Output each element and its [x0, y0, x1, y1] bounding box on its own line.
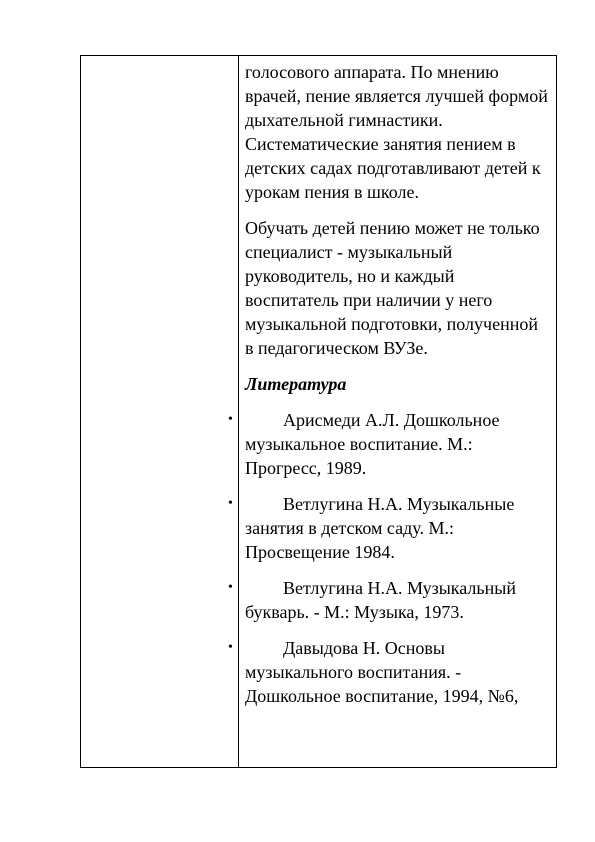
- reference-item: [228, 636, 550, 708]
- references-list: [228, 408, 550, 708]
- bullet-icon: •: [228, 640, 233, 655]
- reference-item: [228, 492, 550, 564]
- reference-item: [228, 576, 550, 624]
- reference-text: Ветлугина Н.А. Музыкальный букварь. - М.: Музыка, 1973.: [245, 578, 516, 622]
- literature-heading: Литература: [245, 374, 347, 394]
- reference-item: [228, 408, 550, 480]
- paragraph-voice-apparatus: голосового аппарата. По мнению врачей, пение является лучшей формой дыхательной гимнастики. Систематические занятия пением в детских садах подготавливают детей к урокам пения в школе.: [245, 62, 548, 202]
- column-divider: [238, 55, 239, 768]
- bullet-icon: •: [228, 580, 233, 595]
- text-cell: [228, 60, 550, 720]
- reference-text: Давыдова Н. Основы музыкального воспитания. - Дошкольное воспитание, 1994, №6,: [245, 638, 519, 706]
- reference-text: Ветлугина Н.А. Музыкальные занятия в детском саду. М.: Просвещение 1984.: [245, 494, 515, 562]
- reference-text: Арисмеди А.Л. Дошкольное музыкальное воспитание. М.: Прогресс, 1989.: [245, 410, 500, 478]
- bullet-icon: •: [228, 496, 233, 511]
- paragraph-teaching-singing: Обучать детей пению может не только специалист - музыкальный руководитель, но и каждый воспитатель при наличии у него музыкальной подготовки, полученной в педагогическом ВУЗе.: [245, 218, 540, 358]
- bullet-icon: •: [228, 412, 233, 427]
